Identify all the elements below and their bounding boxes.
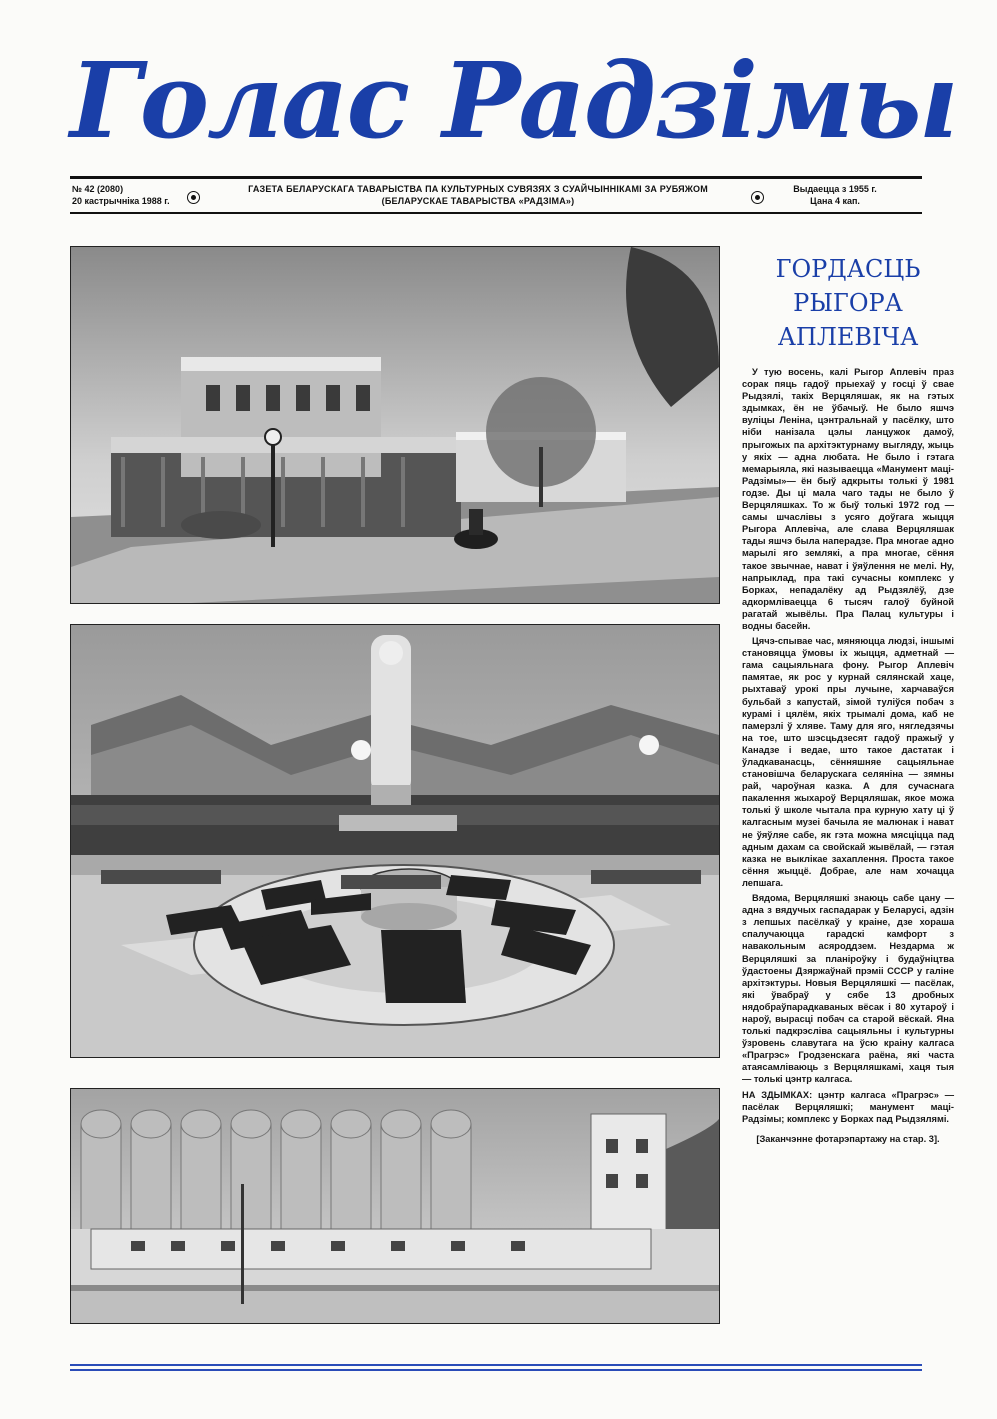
edition-since: Выдаецца з 1955 г. (793, 184, 877, 194)
article-body (742, 366, 954, 1148)
headline-line: РЫГОРА (793, 289, 903, 317)
publisher-line1: ГАЗЕТА БЕЛАРУСКАГА ТАВАРЫСТВА ПА КУЛЬТУРНЫХ СУВЯЗЯХ З СУАЙЧЫННІКАМІ ЗА РУБЯЖОМ (248, 184, 708, 194)
photo-monument (70, 624, 720, 1058)
photo-village-center (70, 246, 720, 604)
caption-text: цэнтр калгаса «Прагрэс» — пасёлак Верцяляшкі; манумент маці-Радзімы; комплекс у Борках пад Рыдзялямі. (742, 1089, 954, 1124)
village-center-image (71, 247, 719, 603)
bullet-icon (187, 191, 200, 204)
issue-date: 20 кастрычніка 1988 г. (72, 196, 170, 206)
publisher-line2: (БЕЛАРУСКАЕ ТАВАРЫСТВА «РАДЗІМА») (381, 196, 575, 206)
livestock-complex-image (71, 1089, 719, 1323)
edition-price: Цана 4 кап. (810, 196, 860, 206)
headline-line: ГОРДАСЦЬ (775, 255, 921, 283)
photo-livestock-complex (70, 1088, 720, 1324)
issue-info (72, 183, 202, 207)
monument-image (71, 625, 719, 1057)
headline-line: АПЛЕВІЧА (777, 323, 919, 351)
masthead (70, 39, 957, 162)
bullet-icon (751, 191, 764, 204)
newspaper-title: Голас Радзімы (70, 39, 957, 162)
masthead-rule-bottom (70, 212, 922, 214)
continuation-note: [Заканчэнне фотарэпартажу на стар. 3]. (756, 1133, 940, 1144)
article-paragraph: У тую восень, калі Рыгор Аплевіч праз сорак пяць гадоў прыехаў у госці ў свае Рыдзялі, такіх Верцяляшак, як на гэтых здымках, ён не ўбачыў. Не было яшчэ вуліцы Леніна, цэнтральнай у пасёлку, што ніби нанізала цэлы ланцужок дамоў, прыгожых па архітэктурнаму выгляду, жыць у якіх — адна любата. Не было і гэтага мемарыяла, які называецца «Манумент маці-Радзімы»— ён быў адкрыты толькі ў 1981 годзе. Ды ці мала чаго тады не было ў Верцяляшках. То ж быў толькі 1972 год — самы шчаслівы з усяго доўгага жыцця Рыгора Аплевіча, але слава Верцяляшак тады яшчэ была наперадзе. Пра многае адно марылі яго землякі, а пра многае, сёння такое звычнае, нават і ўяўлення не мелі. Ну, напрыклад, пра такі сучасны комплекс у Борках, непадалёку ад Рыдзялёў, дзе адкормліваецца 6 тысяч галоў буйной рагатай жывёлы. Пра Палац культуры і водны басейн. (742, 367, 954, 631)
article-paragraph: Вядома, Верцяляшкі знаюць сабе цану — адна з вядучых гаспадарак у Беларусі, адзін з лепшых пасёлкаў у краіне, дзе хораша спалучаюцца гарадскі камфорт з навакольным асяроддзем. Нездарма ж Верцяляшкі за планіроўку і будаўніцтва ўдастоены Дзяржаўнай прэміі СССР у галіне архітэктуры. Новыя Верцяляшкі — пасёлак, які ўвабраў у сябе 13 дробных нядобраўпарадкаваных вёсак і 80 хутароў і нароў, вырасці побач са старой вёскай. Яна толькі падкрэсліва сацыяльны і культурны ўзровень славутага на ўсю краіну калгаса «Прагрэс» Гродзенскага раёна, які часта атаясамліваюць з Верцяляшкамі, хаця тыя — толькі цэнтр калгаса. (742, 893, 954, 1085)
page-bottom-rules (70, 1364, 922, 1374)
article-headline (742, 252, 954, 354)
edition-info (780, 183, 890, 207)
caption-label: НА ЗДЫМКАХ: (742, 1089, 813, 1100)
photo-caption (742, 1089, 954, 1125)
divider (70, 1369, 922, 1371)
issue-number: № 42 (2080) (72, 184, 124, 194)
publisher-info (218, 183, 738, 207)
masthead-rule-top (70, 176, 922, 179)
article-paragraph: Цячэ-спывае час, мяняюцца людзі, іншымі становяцца ўмовы іх жыцця, адметнай — гама сацыяльнага фону. Рыгор Аплевіч памятае, як рос у курнай сялянскай хаце, рыхтаваў урокі пры лучыне, харчаваўся бульбай з капустай, зімой туліўся побач з курамі і цялём, якіх трымалі дома, каб не памерзлі ў хляве. Таму для яго, нягледзячы на тое, што шэсцьдзесят гадоў пражыў у Канадзе і ведае, што такое дастатак і ўладкаванасць, сённяшняе сацыяльнае становішча беларускага селяніна — зямны рай, чароўная казка. А для сучаснага пакалення жыхароў Верцяляшак, якое можа толькі ў школе чытала пра курную хату ці ў калгасным музеі бачыла яе малюнак і нават не ўяўляе сабе, як гэта можна мясціцца пад адным дахам са свойскай жывёлай, — гэтая казка не выклікае захаплення. Проста такое сёння жыццё. Добрае, але нам хочацца лепшага. (742, 636, 954, 888)
divider (70, 1364, 922, 1366)
